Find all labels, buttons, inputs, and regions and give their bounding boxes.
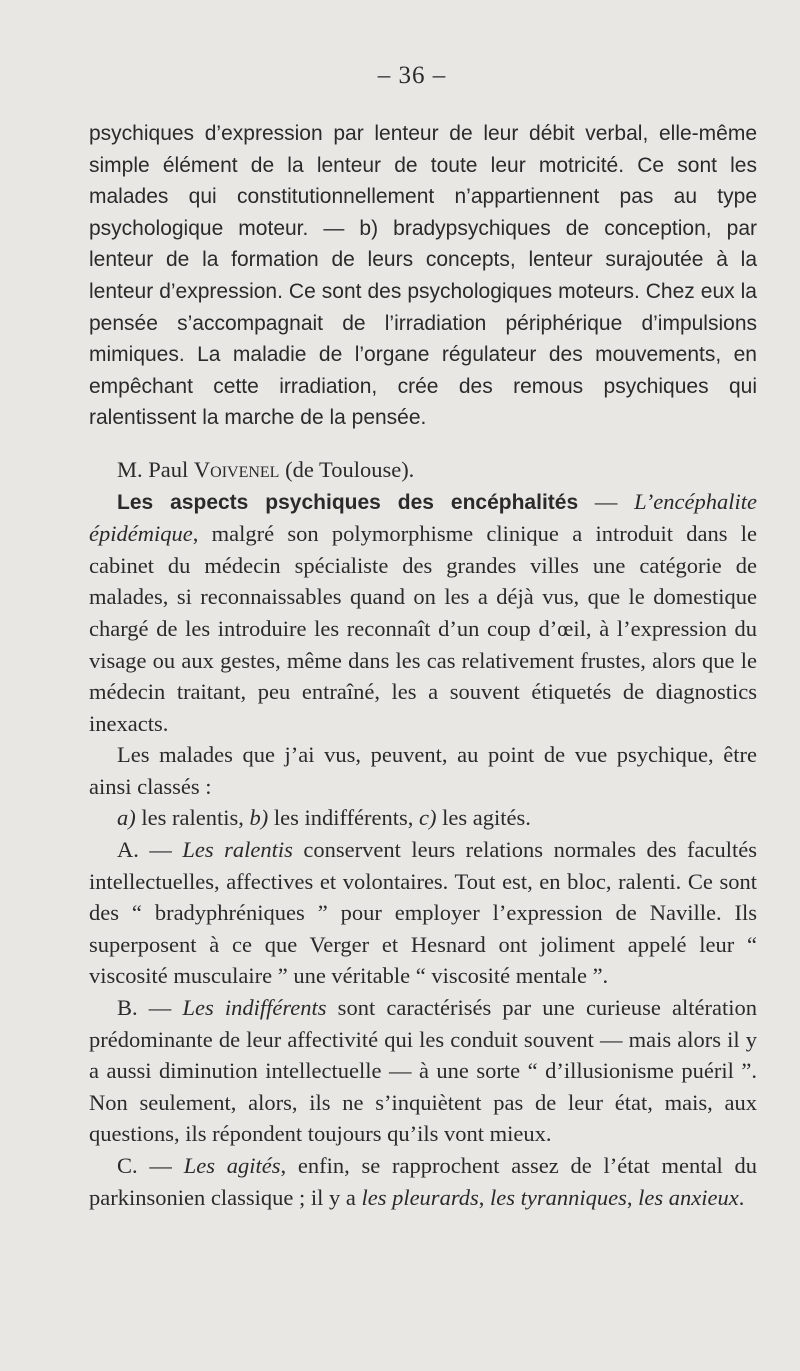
section-c-term-pleurards: les pleurards [361, 1184, 479, 1210]
body-text [89, 118, 757, 1213]
section-b-lead: B. — [117, 995, 183, 1021]
section-b-term: Les indifférents [182, 995, 327, 1021]
class-c-text: les agités. [436, 805, 531, 831]
class-b-marker: b) [249, 805, 269, 831]
section-a-text: conservent leurs relations normales des facultés intellectuelles, affectives et volontaires. Tout est, en bloc, ralenti. Ce sont des “ bradyphréniques ” pour employer l’expression de Naville. Ils superposent à ce que Verger et Hesnard ont joliment appelé leur “ viscosité musculaire ” une véritable “ viscosité mentale ”. [89, 837, 757, 989]
paragraph-classes: Les malades que j’ai vus, peuvent, au point de vue psychique, être ainsi classés : [89, 742, 757, 799]
section-c-sep-2: , [626, 1184, 639, 1210]
section-c-term-anxieux: les anxieux [638, 1184, 739, 1210]
section-a [89, 834, 757, 992]
section-c-term-tyranniques: les tyranniques [490, 1184, 627, 1210]
class-b-text: les indifférents, [268, 805, 420, 831]
author-line [89, 454, 757, 486]
section-a-lead: A. — [117, 837, 183, 863]
section-c-text: , enfin, se rapprochent assez de l’état mental du parkinsonien classique ; il y a [89, 1153, 757, 1210]
section-c-sep-1: , [478, 1184, 490, 1210]
author-prefix: M. Paul [117, 456, 194, 482]
class-a-marker: a) [117, 805, 136, 831]
section-c-end: . [738, 1184, 745, 1210]
section-b-text: sont caractérisés par une curieuse altération prédominante de leur affectivité qui les conduit souvent — mais alors il y a aussi diminution intellectuelle — à une sorte “ d’illusionisme puéril ”. Non seulement, alors, ils ne s’inquiètent pas de leur état, mais, aux questions, ils répondent toujours qu’ils vont mieux. [89, 995, 758, 1147]
section-c-lead: C. — [117, 1153, 184, 1178]
article-paragraph [89, 486, 757, 740]
class-c-marker: c) [419, 805, 437, 831]
classes-line [89, 802, 757, 834]
paragraph-bradypsychiques: psychiques d’expression par lenteur de leur débit verbal, elle-même simple élément de la lenteur de toute leur motricité. Ce sont les malades qui constitutionnellement n’appartiennent pas au type psychologique moteur. — b) bradypsychiques de conception, par lenteur de la formation de leurs concepts, lenteur surajoutée à la lenteur d’expression. Ce sont des psychologiques moteurs. Chez eux la pensée s’accompagnait de l’irradiation périphérique d’impulsions mimiques. La maladie de l’organe régulateur des mouvements, en empêchant cette irradiation, crée des remous psychiques qui ralentissent la marche de la pensée. [89, 122, 757, 430]
author-affiliation: (de Toulouse). [279, 456, 415, 482]
section-b [89, 992, 757, 1150]
class-a-text: les ralentis, [135, 805, 250, 831]
section-c-term: Les agités [183, 1153, 281, 1178]
page-number: – 36 – [377, 62, 447, 89]
section-a-term: Les ralentis [182, 837, 293, 863]
article-text: , malgré son polymorphisme clinique a introduit dans le cabinet du médecin spécialiste des grandes villes une catégorie de malades, si reconnaissables quand on les a déjà vus, que le domestique chargé de les introduire les reconnaît d’un coup d’œil, à l’expression du visage ou aux gestes, même dans les cas relativement frustes, alors que le médecin traitant, peu entraîné, les a souvent étiquetés de diagnostics inexacts. [89, 521, 757, 736]
article-dash: — [578, 488, 635, 514]
section-c [89, 1150, 757, 1213]
author-name: Voivenel [193, 456, 280, 482]
article-term: L’encéphalite épidémique [89, 488, 757, 547]
article-title: Les aspects psychiques des encéphalités [117, 490, 579, 514]
